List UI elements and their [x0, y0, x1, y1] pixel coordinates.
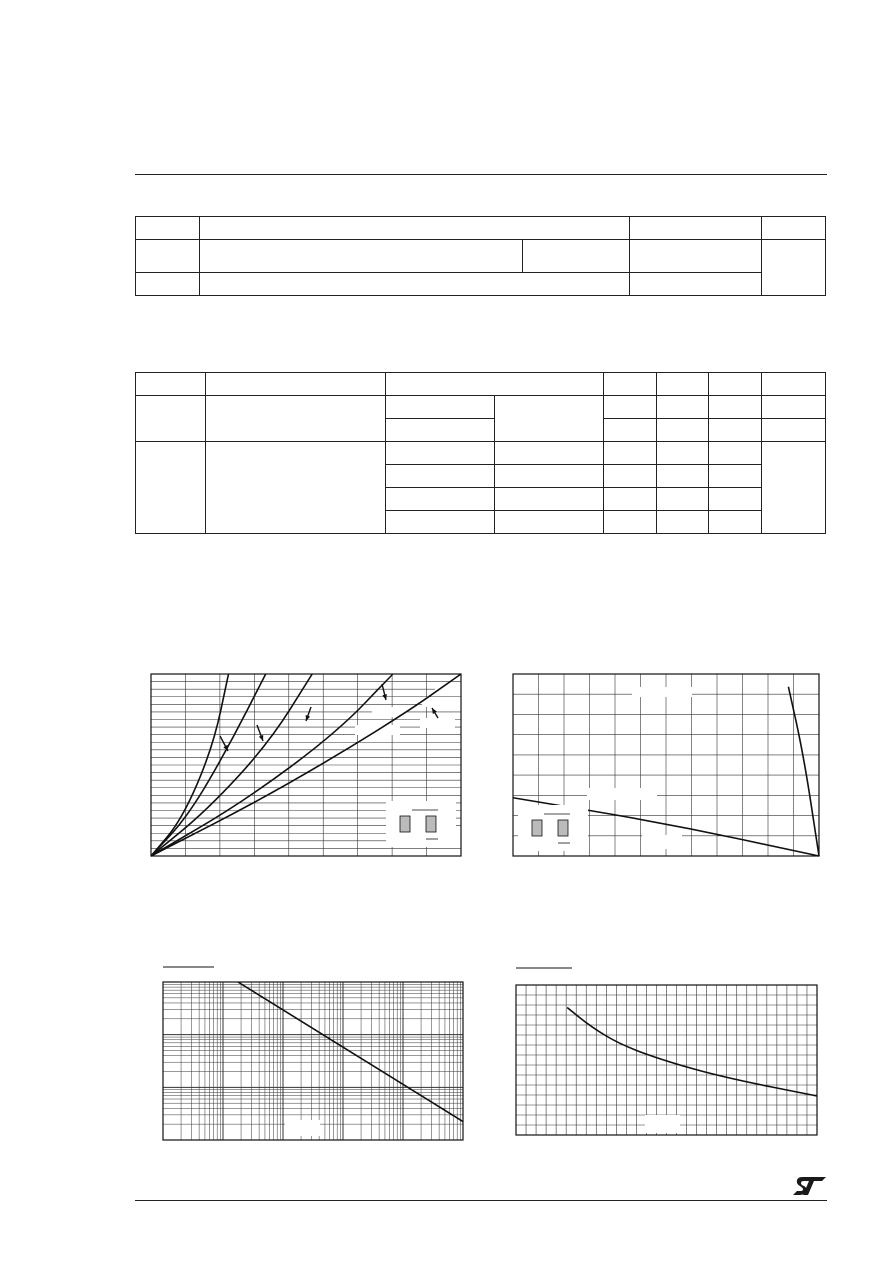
- table-cell: [709, 511, 762, 534]
- pulse-shape: [558, 820, 568, 836]
- table-cell: [657, 511, 709, 534]
- footer-rule: [135, 1200, 827, 1201]
- chart-capacitance-curve: [512, 960, 820, 1140]
- table-cell: [386, 442, 495, 465]
- table-cell: [136, 217, 200, 240]
- table-cell: [604, 396, 657, 419]
- chart-power-vs-temperature: [512, 673, 820, 857]
- thermal-resistance-table: [135, 216, 826, 296]
- table-cell: [604, 442, 657, 465]
- table-cell: [657, 465, 709, 488]
- table-cell: [604, 465, 657, 488]
- table-cell: [629, 217, 762, 240]
- table-cell: [657, 442, 709, 465]
- label-mask: [642, 835, 682, 849]
- table-cell: [386, 511, 495, 534]
- table-cell: [206, 396, 386, 442]
- table-cell: [762, 217, 826, 240]
- table-cell: [199, 240, 522, 273]
- table-cell: [762, 373, 826, 396]
- duty-cycle-pulse-icon: [518, 805, 588, 851]
- table-cell: [136, 373, 206, 396]
- table-cell: [136, 396, 206, 442]
- label-mask: [587, 788, 657, 800]
- table-cell: [386, 465, 495, 488]
- pulse-shape: [426, 816, 436, 832]
- label-mask: [422, 697, 462, 707]
- table-cell: [206, 373, 386, 396]
- table-cell: [604, 373, 657, 396]
- series-line: [788, 687, 819, 856]
- header-rule: [135, 174, 827, 175]
- table-cell: [522, 240, 629, 273]
- pulse-shape: [400, 816, 410, 832]
- table-cell: [495, 511, 604, 534]
- table-cell: [199, 273, 629, 296]
- duty-cycle-pulse-icon: [386, 801, 456, 847]
- table-cell: [762, 419, 826, 442]
- table-cell: [709, 396, 762, 419]
- table-cell: [495, 465, 604, 488]
- label-mask: [632, 687, 692, 697]
- table-cell: [206, 442, 386, 534]
- table-cell: [709, 465, 762, 488]
- table-cell: [629, 240, 762, 273]
- table-cell: [386, 419, 495, 442]
- chart-log-log-impedance: [150, 960, 468, 1144]
- label-mask: [420, 718, 455, 728]
- table-cell: [657, 396, 709, 419]
- label-mask: [285, 1120, 320, 1136]
- plot-frame: [163, 982, 463, 1140]
- table-cell: [199, 217, 629, 240]
- table-cell: [386, 488, 495, 511]
- series-line: [567, 1008, 817, 1097]
- table-cell: [136, 240, 200, 273]
- pulse-shape: [532, 820, 542, 836]
- chart-forward-power-dissipation: [150, 673, 462, 857]
- table-cell: [136, 273, 200, 296]
- table-cell: [762, 442, 826, 534]
- table-cell: [604, 419, 657, 442]
- table-cell: [495, 442, 604, 465]
- arrow-head: [259, 735, 263, 741]
- table-cell: [657, 488, 709, 511]
- table-cell: [386, 396, 495, 419]
- table-cell: [709, 419, 762, 442]
- st-logo-icon: [792, 1174, 828, 1198]
- table-cell: [762, 396, 826, 419]
- table-cell: [386, 373, 604, 396]
- table-cell: [604, 488, 657, 511]
- table-cell: [657, 373, 709, 396]
- arrow-head: [306, 715, 310, 721]
- table-cell: [709, 488, 762, 511]
- table-cell: [136, 442, 206, 534]
- table-cell: [629, 273, 762, 296]
- table-cell: [495, 488, 604, 511]
- table-cell: [709, 373, 762, 396]
- electrical-characteristics-table: [135, 372, 826, 534]
- table-cell: [495, 396, 604, 442]
- table-cell: [657, 419, 709, 442]
- table-cell: [762, 240, 826, 296]
- table-cell: [709, 442, 762, 465]
- label-mask: [645, 1115, 680, 1133]
- table-cell: [604, 511, 657, 534]
